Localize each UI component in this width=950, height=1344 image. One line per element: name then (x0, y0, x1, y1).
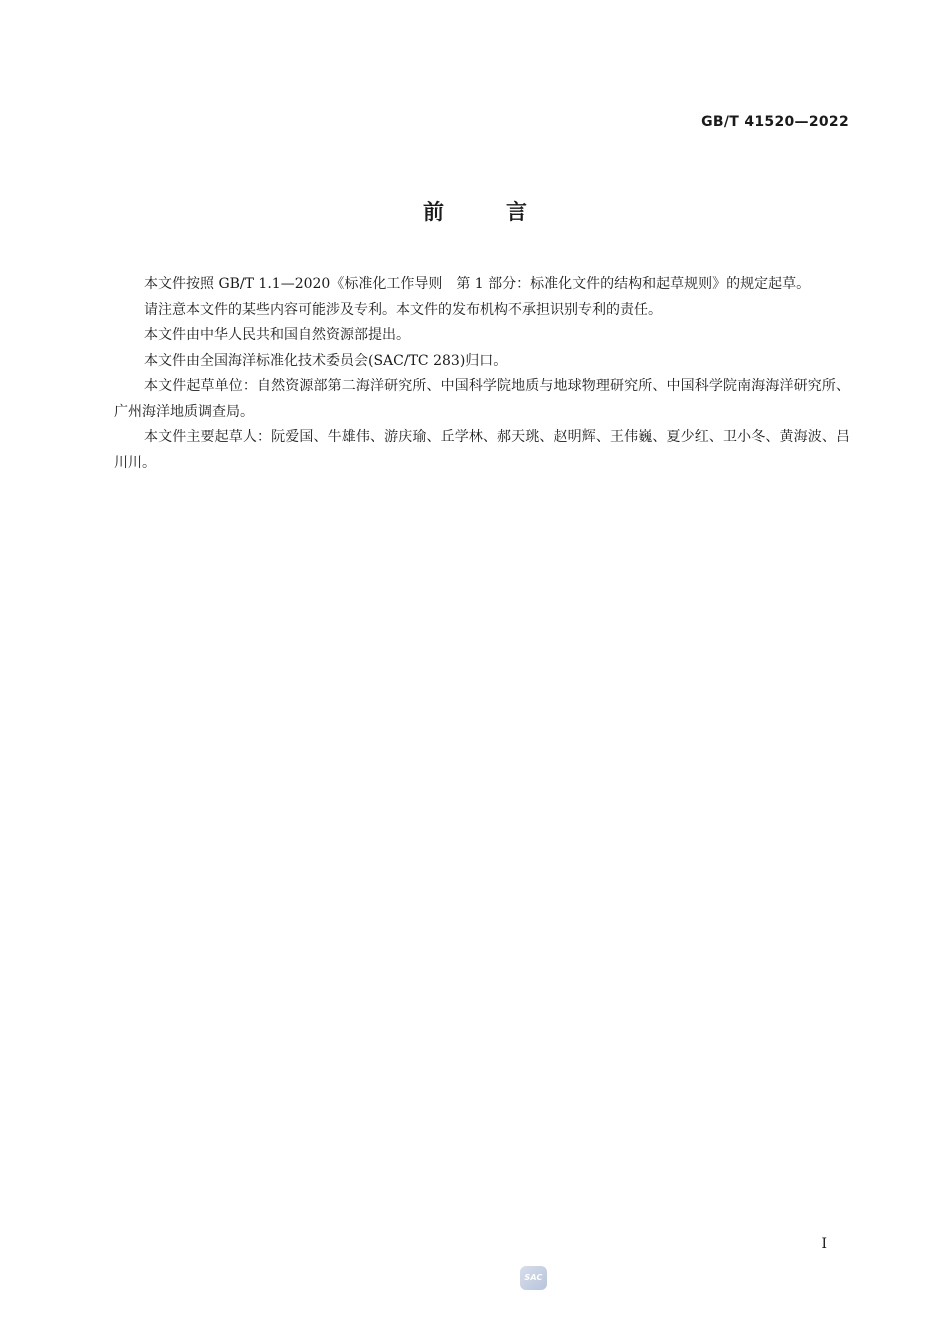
paragraph-drafting-organizations: 本文件起草单位：自然资源部第二海洋研究所、中国科学院地质与地球物理研究所、中国科学院南海海洋研究所、广州海洋地质调查局。 (114, 378, 850, 420)
page-title: 前言 (423, 200, 589, 224)
foreword-body (114, 272, 850, 476)
paragraph-technical-committee: 本文件由全国海洋标准化技术委员会(SAC/TC 283)归口。 (144, 352, 508, 369)
paragraph-drafting-rules: 本文件按照 GB/T 1.1—2020《标准化工作导则 第 1 部分：标准化文件的结构和起草规则》的规定起草。 (144, 276, 811, 292)
paragraph-proposer: 本文件由中华人民共和国自然资源部提出。 (144, 327, 410, 343)
sac-logo-icon: SAC (520, 1266, 547, 1290)
standard-number: GB/T 41520—2022 (701, 114, 849, 130)
paragraph-drafters: 本文件主要起草人：阮爱国、牛雄伟、游庆瑜、丘学林、郝天珧、赵明辉、王伟巍、夏少红、卫小冬、黄海波、吕川川。 (114, 429, 850, 471)
page-number: I (821, 1236, 827, 1252)
paragraph-patent-notice: 请注意本文件的某些内容可能涉及专利。本文件的发布机构不承担识别专利的责任。 (144, 301, 662, 318)
